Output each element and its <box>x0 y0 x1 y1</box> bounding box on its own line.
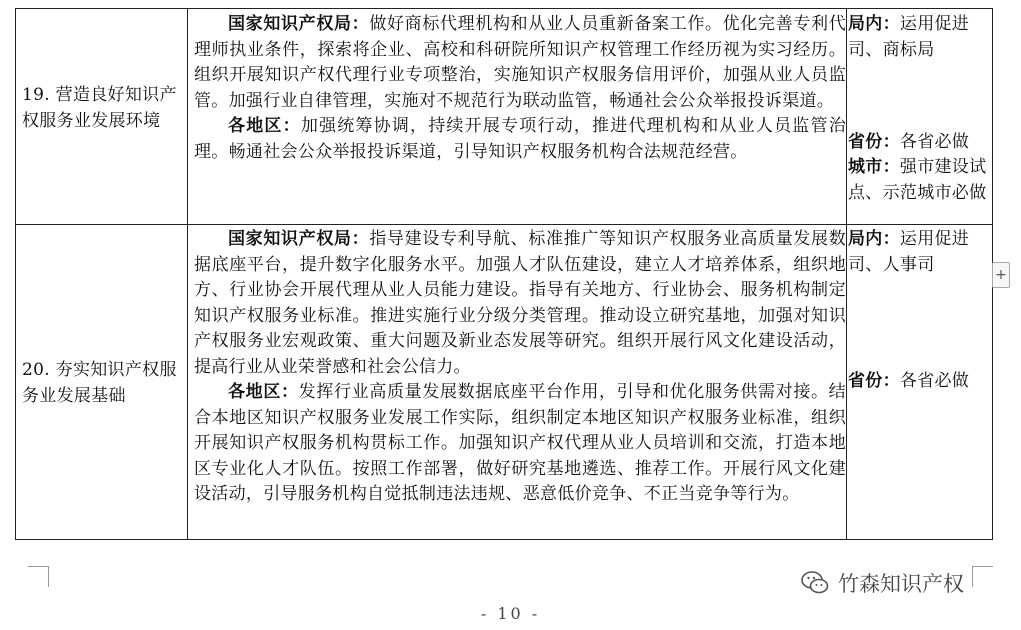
watermark-text: 竹森知识产权 <box>838 572 964 596</box>
national-label: 国家知识产权局： <box>228 14 370 34</box>
national-text: 指导建设专利导航、标准推广等知识产权服务业高质量发展数据底座平台，提升数字化服务水平。加强人才队伍建设，建立人才培养体系，组织地方、行业协会开展代理从业人员能力建设。指导有关地方、行业协会、服务机构制定知识产权服务业标准。推进实施行业分级分类管理。推动设立研究基地，加强对知识产权服务业宏观政策、重大问题及新业态发展等研究。组织开展行风文化建设活动，提高行业从业荣誉感和社会公信力。 <box>194 229 846 377</box>
local-label: 各地区： <box>228 382 299 402</box>
dept-city-19 <box>848 155 994 206</box>
page-number: - 10 - <box>480 604 541 623</box>
column-divider <box>846 9 847 539</box>
dept-internal-text: 运用促进司、商标局 <box>848 14 970 60</box>
dept-internal-text: 运用促进司、人事司 <box>848 229 970 275</box>
dept-city-label: 城市： <box>848 157 900 177</box>
watermark <box>800 568 964 598</box>
corner-mark <box>28 566 49 587</box>
corner-mark <box>972 566 993 587</box>
task-body-19 <box>194 12 846 165</box>
dept-province-label: 省份： <box>848 132 900 152</box>
local-label: 各地区： <box>228 116 301 136</box>
dept-internal-20 <box>848 227 994 278</box>
local-paragraph <box>194 114 846 165</box>
task-body-20 <box>194 227 846 508</box>
task-name-20: 20. 夯实知识产权服务业发展基础 <box>22 360 177 406</box>
national-text: 做好商标代理机构和从业人员重新备案工作。优化完善专利代理师执业条件，探索将企业、高校和科研院所知识产权管理工作经历视为实习经历。组织开展知识产权代理行业专项整治，实施知识产权服务信用评价，加强从业人员监管。加强行业自律管理，实施对不规范行为联动监管，畅通社会公众举报投诉渠道。 <box>194 14 846 111</box>
local-text: 发挥行业高质量发展数据底座平台作用，引导和优化服务供需对接。结合本地区知识产权服务业发展工作实际，组织制定本地区知识产权服务业标准，组织开展知识产权服务机构贯标工作。加强知识产权代理从业人员培训和交流，打造本地区专业化人才队伍。按照工作部署，做好研究基地遴选、推荐工作。开展行风文化建设活动，引导服务机构自觉抵制违法违规、恶意低价竞争、不正当竞争等行为。 <box>194 382 846 504</box>
national-paragraph <box>194 227 846 380</box>
dept-province-label: 省份： <box>848 371 900 391</box>
dept-city-text: 强市建设试点、示范城市必做 <box>848 157 987 203</box>
task-name-19: 19. 营造良好知识产权服务业发展环境 <box>22 85 177 131</box>
dept-province-text: 各省必做 <box>899 371 970 391</box>
national-paragraph <box>194 12 846 114</box>
expand-button[interactable]: + <box>992 262 1010 288</box>
dept-internal-label: 局内： <box>848 14 900 34</box>
national-label: 国家知识产权局： <box>228 229 370 249</box>
local-text: 加强统筹协调，持续开展专项行动，推进代理机构和从业人员监管治理。畅通社会公众举报投诉渠道，引导知识产权服务机构合法规范经营。 <box>194 116 846 162</box>
dept-province-text: 各省必做 <box>899 132 970 152</box>
wechat-icon <box>800 570 830 596</box>
dept-province-20 <box>848 369 994 395</box>
tasks-table <box>15 8 993 540</box>
local-paragraph <box>194 380 846 508</box>
dept-internal-label: 局内： <box>848 229 900 249</box>
row-divider <box>16 224 992 225</box>
dept-internal-19 <box>848 12 994 63</box>
dept-province-19 <box>848 130 994 156</box>
